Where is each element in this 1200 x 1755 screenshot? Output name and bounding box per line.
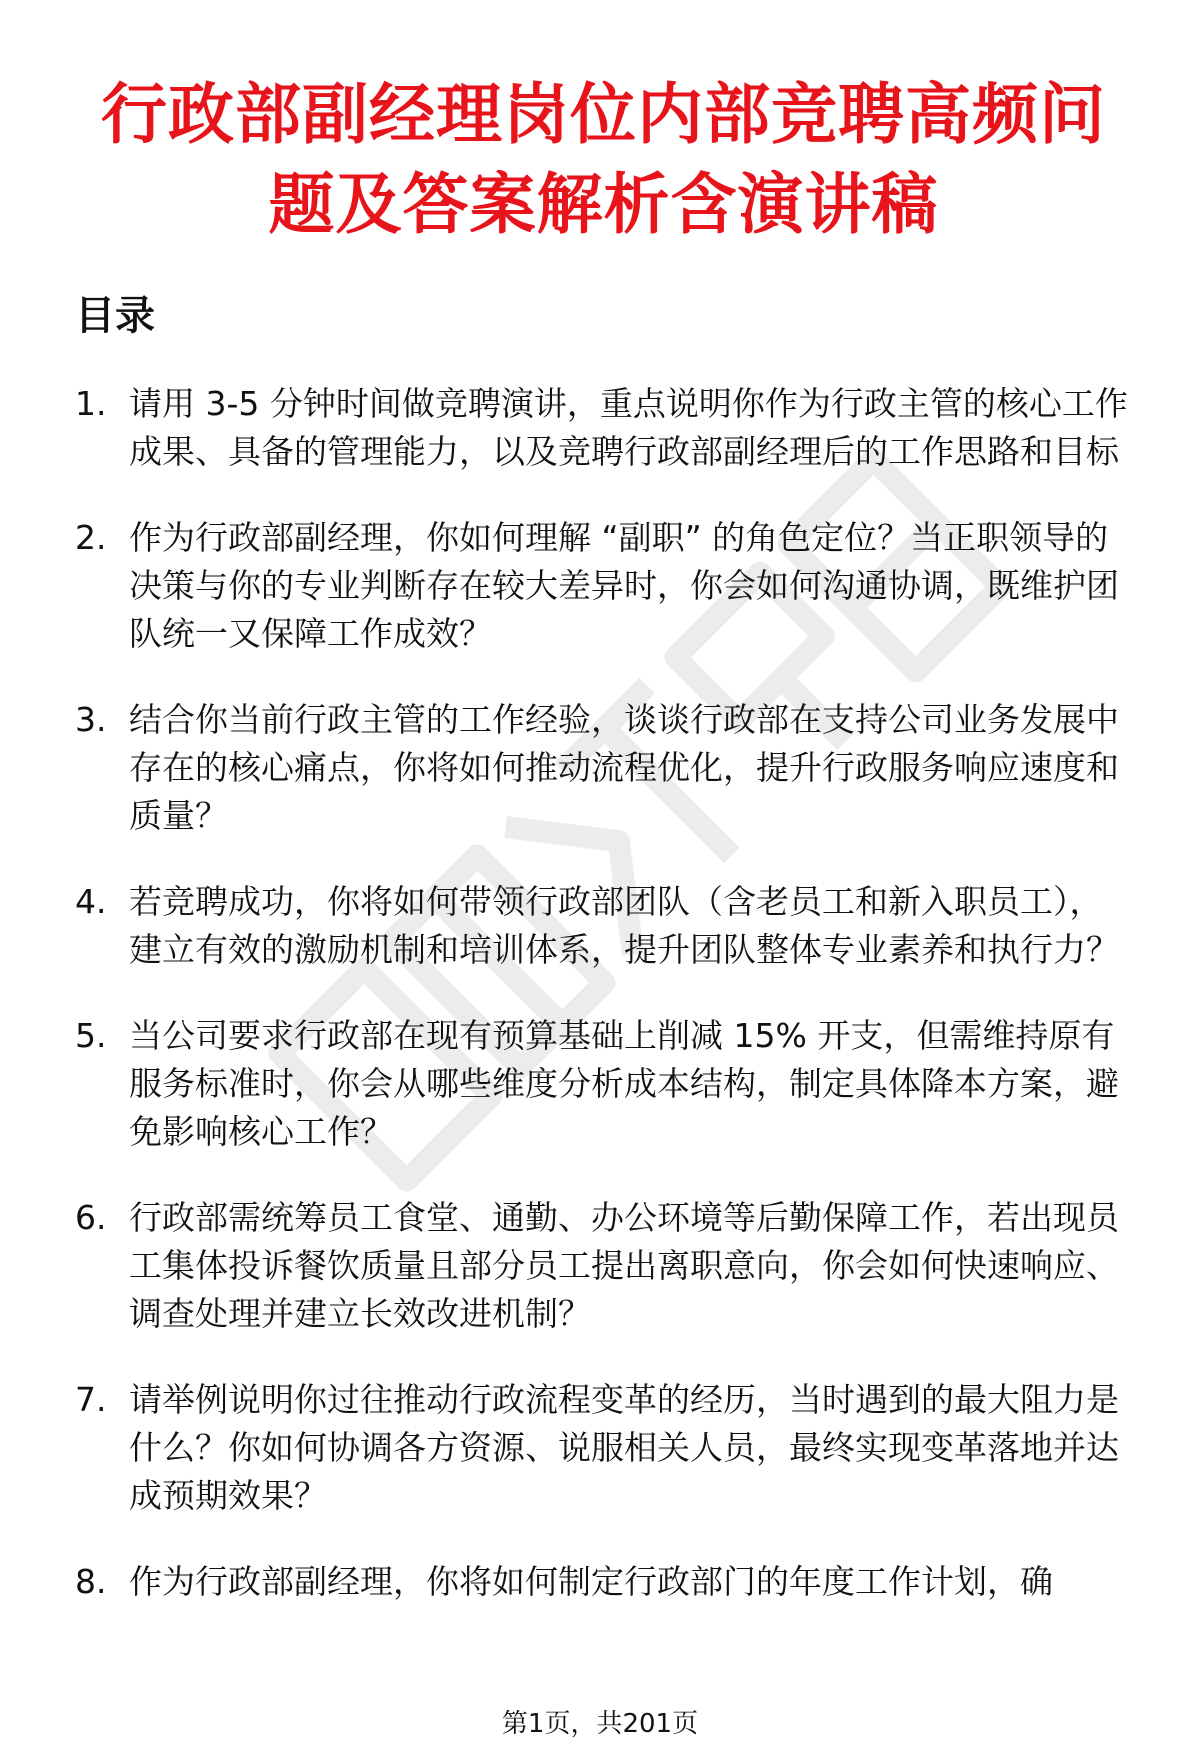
toc-item-text: 请用 3-5 分钟时间做竞聘演讲，重点说明你作为行政主管的核心工作成果、具备的管理能力，以及竞聘行政部副经理后的工作思路和目标 [129, 384, 1128, 471]
toc-item-number: 2. [75, 518, 107, 557]
toc-item [75, 1012, 1132, 1156]
toc-item-number: 5. [75, 1016, 107, 1055]
toc-item-number: 1. [75, 384, 107, 423]
toc-heading: 目录 [75, 293, 155, 339]
toc-item-text: 行政部需统筹员工食堂、通勤、办公环境等后勤保障工作，若出现员工集体投诉餐饮质量且部分员工提出离职意向，你会如何快速响应、调查处理并建立长效改进机制？ [129, 1198, 1119, 1333]
toc-item-text: 若竞聘成功，你将如何带领行政部团队（含老员工和新入职员工），建立有效的激励机制和培训体系，提升团队整体专业素养和执行力？ [129, 882, 1119, 969]
toc-item-text: 结合你当前行政主管的工作经验，谈谈行政部在支持公司业务发展中存在的核心痛点，你将如何推动流程优化，提升行政服务响应速度和质量？ [129, 700, 1119, 835]
toc-item [75, 696, 1132, 840]
toc-item-text: 作为行政部副经理，你将如何制定行政部门的年度工作计划，确 [129, 1562, 1053, 1601]
toc-item [75, 878, 1132, 974]
toc-item [75, 1558, 1132, 1606]
page-footer: 第1页，共201页 [501, 1709, 699, 1739]
toc-item-number: 3. [75, 700, 107, 739]
toc-item [75, 514, 1132, 658]
toc-item-number: 4. [75, 882, 107, 921]
toc-item-number: 8. [75, 1562, 107, 1601]
toc-item-number: 6. [75, 1198, 107, 1237]
toc-item [75, 380, 1132, 476]
toc-item [75, 1376, 1132, 1520]
document-title: 行政部副经理岗位内部竞聘高频问题及答案解析含演讲稿 [101, 76, 1106, 243]
toc-list [75, 380, 1132, 1606]
toc-item-number: 7. [75, 1380, 107, 1419]
toc-item [75, 1194, 1132, 1338]
toc-item-text: 请举例说明你过往推动行政流程变革的经历，当时遇到的最大阻力是什么？你如何协调各方资源、说服相关人员，最终实现变革落地并达成预期效果？ [129, 1380, 1119, 1515]
toc-item-text: 作为行政部副经理，你如何理解 “副职” 的角色定位？当正职领导的决策与你的专业判断存在较大差异时，你会如何沟通协调，既维护团队统一又保障工作成效？ [129, 518, 1119, 653]
toc-item-text: 当公司要求行政部在现有预算基础上削减 15% 开支，但需维持原有服务标准时，你会从哪些维度分析成本结构，制定具体降本方案，避免影响核心工作？ [129, 1016, 1119, 1151]
